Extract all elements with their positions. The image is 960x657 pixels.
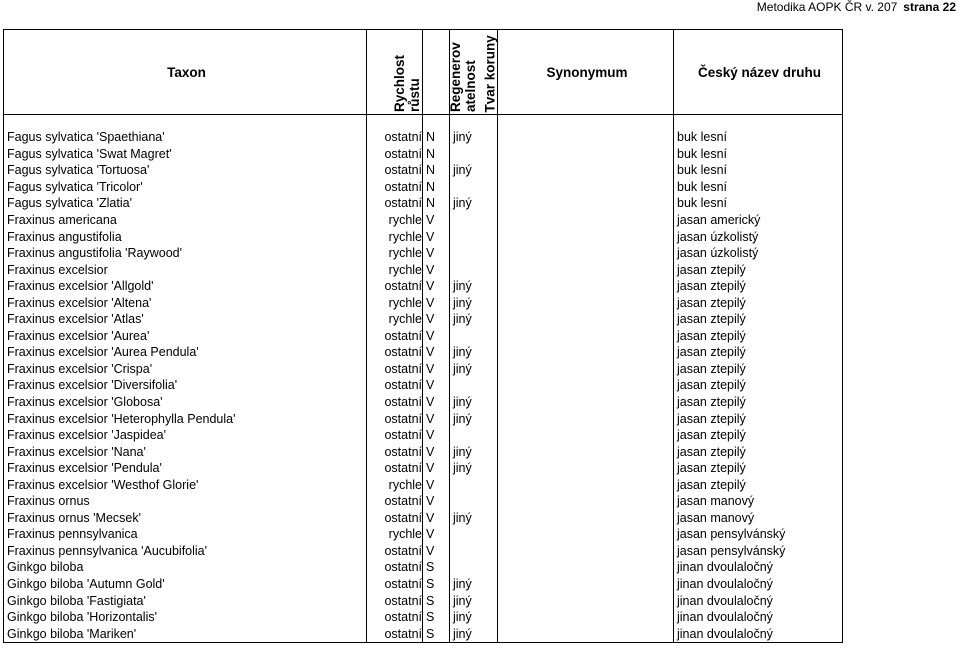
cell-cesky-nazev: jasan ztepilý xyxy=(674,344,843,361)
cell-rychlost: ostatní xyxy=(367,129,423,146)
cell-tvar xyxy=(450,427,498,444)
cell-tvar xyxy=(450,476,498,493)
cell-taxon: Fraxinus excelsior 'Westhof Glorie' xyxy=(4,476,367,493)
taxon-table xyxy=(3,29,843,643)
cell-tvar xyxy=(450,228,498,245)
cell-cesky-nazev: jasan ztepilý xyxy=(674,443,843,460)
cell-synonymum xyxy=(498,427,674,444)
cell-regenerace: V xyxy=(423,212,450,229)
cell-synonymum xyxy=(498,609,674,626)
cell-synonymum xyxy=(498,261,674,278)
cell-taxon: Fraxinus excelsior 'Heterophylla Pendula' xyxy=(4,410,367,427)
cell-rychlost: rychle xyxy=(367,245,423,262)
cell-cesky-nazev: jasan ztepilý xyxy=(674,328,843,345)
cell-regenerace: V xyxy=(423,427,450,444)
cell-cesky-nazev: buk lesní xyxy=(674,179,843,196)
page-header xyxy=(757,0,956,14)
cell-taxon: Ginkgo biloba 'Horizontalis' xyxy=(4,609,367,626)
cell-tvar xyxy=(450,146,498,163)
cell-regenerace: V xyxy=(423,526,450,543)
cell-rychlost: ostatní xyxy=(367,394,423,411)
table-body xyxy=(4,129,843,642)
cell-taxon: Fraxinus excelsior 'Pendula' xyxy=(4,460,367,477)
table-row xyxy=(4,212,843,229)
cell-tvar: jiný xyxy=(450,195,498,212)
cell-regenerace: V xyxy=(423,294,450,311)
cell-cesky-nazev: jinan dvoulaločný xyxy=(674,592,843,609)
column-header-taxon: Taxon xyxy=(4,30,367,115)
table-row xyxy=(4,195,843,212)
cell-taxon: Fraxinus excelsior 'Diversifolia' xyxy=(4,377,367,394)
cell-taxon: Fraxinus pennsylvanica 'Aucubifolia' xyxy=(4,543,367,560)
table-row xyxy=(4,129,843,146)
cell-cesky-nazev: jinan dvoulaločný xyxy=(674,625,843,642)
cell-synonymum xyxy=(498,526,674,543)
cell-cesky-nazev: jasan ztepilý xyxy=(674,311,843,328)
cell-regenerace: S xyxy=(423,609,450,626)
cell-tvar xyxy=(450,179,498,196)
table-row xyxy=(4,294,843,311)
document-title: Metodika AOPK ČR v. 207 xyxy=(756,0,898,14)
cell-tvar: jiný xyxy=(450,344,498,361)
cell-regenerace: V xyxy=(423,410,450,427)
cell-cesky-nazev: jasan úzkolistý xyxy=(674,245,843,262)
cell-rychlost: ostatní xyxy=(367,179,423,196)
cell-taxon: Ginkgo biloba 'Fastigiata' xyxy=(4,592,367,609)
table-row xyxy=(4,228,843,245)
cell-rychlost: ostatní xyxy=(367,328,423,345)
cell-cesky-nazev: jasan ztepilý xyxy=(674,278,843,295)
column-header-regenerace: Regenerov atelnost xyxy=(423,30,450,115)
cell-taxon: Fraxinus excelsior 'Globosa' xyxy=(4,394,367,411)
table-row xyxy=(4,493,843,510)
cell-regenerace: V xyxy=(423,543,450,560)
cell-regenerace: V xyxy=(423,394,450,411)
cell-tvar: jiný xyxy=(450,311,498,328)
table-row xyxy=(4,377,843,394)
cell-rychlost: ostatní xyxy=(367,592,423,609)
cell-regenerace: V xyxy=(423,377,450,394)
cell-synonymum xyxy=(498,559,674,576)
cell-taxon: Fagus sylvatica 'Spaethiana' xyxy=(4,129,367,146)
cell-synonymum xyxy=(498,510,674,527)
cell-rychlost: ostatní xyxy=(367,377,423,394)
cell-tvar xyxy=(450,212,498,229)
cell-regenerace: V xyxy=(423,278,450,295)
cell-synonymum xyxy=(498,278,674,295)
table-row xyxy=(4,410,843,427)
cell-tvar xyxy=(450,526,498,543)
cell-cesky-nazev: jasan americký xyxy=(674,212,843,229)
table-row xyxy=(4,394,843,411)
cell-cesky-nazev: jinan dvoulaločný xyxy=(674,576,843,593)
cell-tvar: jiný xyxy=(450,394,498,411)
cell-regenerace: V xyxy=(423,344,450,361)
cell-tvar: jiný xyxy=(450,443,498,460)
header-spacer-row xyxy=(4,115,843,130)
cell-synonymum xyxy=(498,344,674,361)
cell-synonymum xyxy=(498,245,674,262)
cell-rychlost: rychle xyxy=(367,261,423,278)
cell-tvar: jiný xyxy=(450,609,498,626)
cell-regenerace: V xyxy=(423,476,450,493)
cell-rychlost: ostatní xyxy=(367,460,423,477)
table-row xyxy=(4,510,843,527)
cell-rychlost: rychle xyxy=(367,294,423,311)
column-header-cesky-nazev: Český název druhu xyxy=(674,30,843,115)
cell-taxon: Fraxinus excelsior 'Allgold' xyxy=(4,278,367,295)
cell-taxon: Fraxinus pennsylvanica xyxy=(4,526,367,543)
cell-tvar: jiný xyxy=(450,162,498,179)
cell-taxon: Fraxinus excelsior 'Crispa' xyxy=(4,361,367,378)
cell-rychlost: rychle xyxy=(367,476,423,493)
cell-synonymum xyxy=(498,460,674,477)
table-row xyxy=(4,245,843,262)
cell-taxon: Fraxinus ornus 'Mecsek' xyxy=(4,510,367,527)
cell-taxon: Fraxinus excelsior 'Altena' xyxy=(4,294,367,311)
cell-rychlost: ostatní xyxy=(367,443,423,460)
cell-regenerace: V xyxy=(423,261,450,278)
cell-taxon: Fraxinus excelsior 'Aurea' xyxy=(4,328,367,345)
cell-regenerace: V xyxy=(423,493,450,510)
table-row xyxy=(4,261,843,278)
cell-rychlost: ostatní xyxy=(367,427,423,444)
cell-tvar xyxy=(450,543,498,560)
cell-synonymum xyxy=(498,592,674,609)
cell-synonymum xyxy=(498,311,674,328)
table-header-row xyxy=(4,30,843,115)
cell-rychlost: rychle xyxy=(367,526,423,543)
cell-synonymum xyxy=(498,146,674,163)
cell-rychlost: rychle xyxy=(367,311,423,328)
cell-taxon: Fraxinus ornus xyxy=(4,493,367,510)
cell-taxon: Fraxinus excelsior xyxy=(4,261,367,278)
table-row xyxy=(4,476,843,493)
table-row xyxy=(4,361,843,378)
cell-cesky-nazev: jasan ztepilý xyxy=(674,361,843,378)
cell-tvar: jiný xyxy=(450,294,498,311)
column-header-tvar: Tvar koruny xyxy=(450,30,498,115)
cell-taxon: Fagus sylvatica 'Zlatia' xyxy=(4,195,367,212)
table-row xyxy=(4,592,843,609)
cell-synonymum xyxy=(498,476,674,493)
cell-cesky-nazev: jasan ztepilý xyxy=(674,394,843,411)
cell-tvar: jiný xyxy=(450,460,498,477)
cell-taxon: Fagus sylvatica 'Swat Magret' xyxy=(4,146,367,163)
cell-cesky-nazev: jasan ztepilý xyxy=(674,377,843,394)
cell-tvar: jiný xyxy=(450,576,498,593)
table-row xyxy=(4,609,843,626)
cell-cesky-nazev: jinan dvoulaločný xyxy=(674,559,843,576)
cell-taxon: Ginkgo biloba xyxy=(4,559,367,576)
cell-tvar xyxy=(450,328,498,345)
cell-regenerace: N xyxy=(423,179,450,196)
cell-regenerace: S xyxy=(423,625,450,642)
cell-regenerace: V xyxy=(423,245,450,262)
cell-regenerace: V xyxy=(423,361,450,378)
cell-synonymum xyxy=(498,576,674,593)
column-header-rychlost: Rychlost růstu xyxy=(367,30,423,115)
cell-synonymum xyxy=(498,212,674,229)
cell-taxon: Fraxinus excelsior 'Atlas' xyxy=(4,311,367,328)
cell-tvar xyxy=(450,493,498,510)
cell-taxon: Fagus sylvatica 'Tricolor' xyxy=(4,179,367,196)
cell-tvar xyxy=(450,261,498,278)
cell-regenerace: N xyxy=(423,162,450,179)
cell-cesky-nazev: jasan ztepilý xyxy=(674,427,843,444)
cell-cesky-nazev: buk lesní xyxy=(674,146,843,163)
cell-cesky-nazev: jasan ztepilý xyxy=(674,460,843,477)
cell-rychlost: rychle xyxy=(367,212,423,229)
page-number: strana 22 xyxy=(903,0,956,14)
cell-cesky-nazev: jinan dvoulaločný xyxy=(674,609,843,626)
cell-rychlost: ostatní xyxy=(367,510,423,527)
cell-synonymum xyxy=(498,195,674,212)
cell-synonymum xyxy=(498,543,674,560)
table-row xyxy=(4,460,843,477)
cell-tvar: jiný xyxy=(450,410,498,427)
cell-tvar: jiný xyxy=(450,625,498,642)
cell-taxon: Fraxinus excelsior 'Jaspidea' xyxy=(4,427,367,444)
cell-cesky-nazev: jasan ztepilý xyxy=(674,261,843,278)
cell-rychlost: rychle xyxy=(367,228,423,245)
cell-regenerace: S xyxy=(423,559,450,576)
cell-tvar: jiný xyxy=(450,361,498,378)
table-row xyxy=(4,344,843,361)
table-row xyxy=(4,278,843,295)
cell-taxon: Fraxinus excelsior 'Aurea Pendula' xyxy=(4,344,367,361)
column-header-synonymum: Synonymum xyxy=(498,30,674,115)
cell-cesky-nazev: jasan pensylvánský xyxy=(674,526,843,543)
cell-regenerace: N xyxy=(423,146,450,163)
cell-taxon: Fraxinus excelsior 'Nana' xyxy=(4,443,367,460)
cell-synonymum xyxy=(498,328,674,345)
cell-cesky-nazev: buk lesní xyxy=(674,195,843,212)
cell-synonymum xyxy=(498,179,674,196)
cell-cesky-nazev: jasan úzkolistý xyxy=(674,228,843,245)
cell-regenerace: S xyxy=(423,592,450,609)
cell-synonymum xyxy=(498,162,674,179)
cell-regenerace: V xyxy=(423,328,450,345)
cell-taxon: Fraxinus angustifolia 'Raywood' xyxy=(4,245,367,262)
cell-synonymum xyxy=(498,361,674,378)
cell-regenerace: V xyxy=(423,510,450,527)
cell-synonymum xyxy=(498,443,674,460)
cell-rychlost: ostatní xyxy=(367,195,423,212)
cell-taxon: Ginkgo biloba 'Mariken' xyxy=(4,625,367,642)
table-row xyxy=(4,162,843,179)
cell-regenerace: N xyxy=(423,195,450,212)
table-row xyxy=(4,559,843,576)
cell-rychlost: ostatní xyxy=(367,625,423,642)
cell-rychlost: ostatní xyxy=(367,609,423,626)
cell-synonymum xyxy=(498,129,674,146)
cell-cesky-nazev: jasan ztepilý xyxy=(674,410,843,427)
cell-taxon: Fraxinus angustifolia xyxy=(4,228,367,245)
cell-regenerace: V xyxy=(423,460,450,477)
cell-synonymum xyxy=(498,394,674,411)
cell-tvar: jiný xyxy=(450,278,498,295)
cell-synonymum xyxy=(498,493,674,510)
cell-tvar: jiný xyxy=(450,510,498,527)
cell-cesky-nazev: jasan pensylvánský xyxy=(674,543,843,560)
cell-rychlost: ostatní xyxy=(367,344,423,361)
cell-synonymum xyxy=(498,377,674,394)
table-row xyxy=(4,427,843,444)
cell-rychlost: ostatní xyxy=(367,146,423,163)
cell-tvar xyxy=(450,559,498,576)
cell-cesky-nazev: jasan ztepilý xyxy=(674,294,843,311)
cell-synonymum xyxy=(498,625,674,642)
cell-regenerace: N xyxy=(423,129,450,146)
table-row xyxy=(4,179,843,196)
table-row xyxy=(4,311,843,328)
cell-rychlost: ostatní xyxy=(367,576,423,593)
cell-rychlost: ostatní xyxy=(367,559,423,576)
cell-rychlost: ostatní xyxy=(367,278,423,295)
table-row xyxy=(4,526,843,543)
cell-tvar xyxy=(450,245,498,262)
table-row xyxy=(4,543,843,560)
cell-rychlost: ostatní xyxy=(367,543,423,560)
cell-cesky-nazev: buk lesní xyxy=(674,129,843,146)
cell-rychlost: ostatní xyxy=(367,493,423,510)
cell-cesky-nazev: jasan manový xyxy=(674,510,843,527)
cell-taxon: Fagus sylvatica 'Tortuosa' xyxy=(4,162,367,179)
table-row xyxy=(4,443,843,460)
cell-taxon: Ginkgo biloba 'Autumn Gold' xyxy=(4,576,367,593)
table-row xyxy=(4,328,843,345)
table-row xyxy=(4,146,843,163)
cell-taxon: Fraxinus americana xyxy=(4,212,367,229)
cell-rychlost: ostatní xyxy=(367,162,423,179)
cell-cesky-nazev: buk lesní xyxy=(674,162,843,179)
cell-regenerace: V xyxy=(423,443,450,460)
table-row xyxy=(4,576,843,593)
cell-rychlost: ostatní xyxy=(367,410,423,427)
cell-regenerace: V xyxy=(423,228,450,245)
cell-tvar: jiný xyxy=(450,129,498,146)
cell-cesky-nazev: jasan manový xyxy=(674,493,843,510)
cell-synonymum xyxy=(498,228,674,245)
cell-rychlost: ostatní xyxy=(367,361,423,378)
cell-synonymum xyxy=(498,410,674,427)
cell-cesky-nazev: jasan ztepilý xyxy=(674,476,843,493)
cell-tvar xyxy=(450,377,498,394)
cell-regenerace: S xyxy=(423,576,450,593)
cell-synonymum xyxy=(498,294,674,311)
cell-regenerace: V xyxy=(423,311,450,328)
table-row xyxy=(4,625,843,642)
cell-tvar: jiný xyxy=(450,592,498,609)
